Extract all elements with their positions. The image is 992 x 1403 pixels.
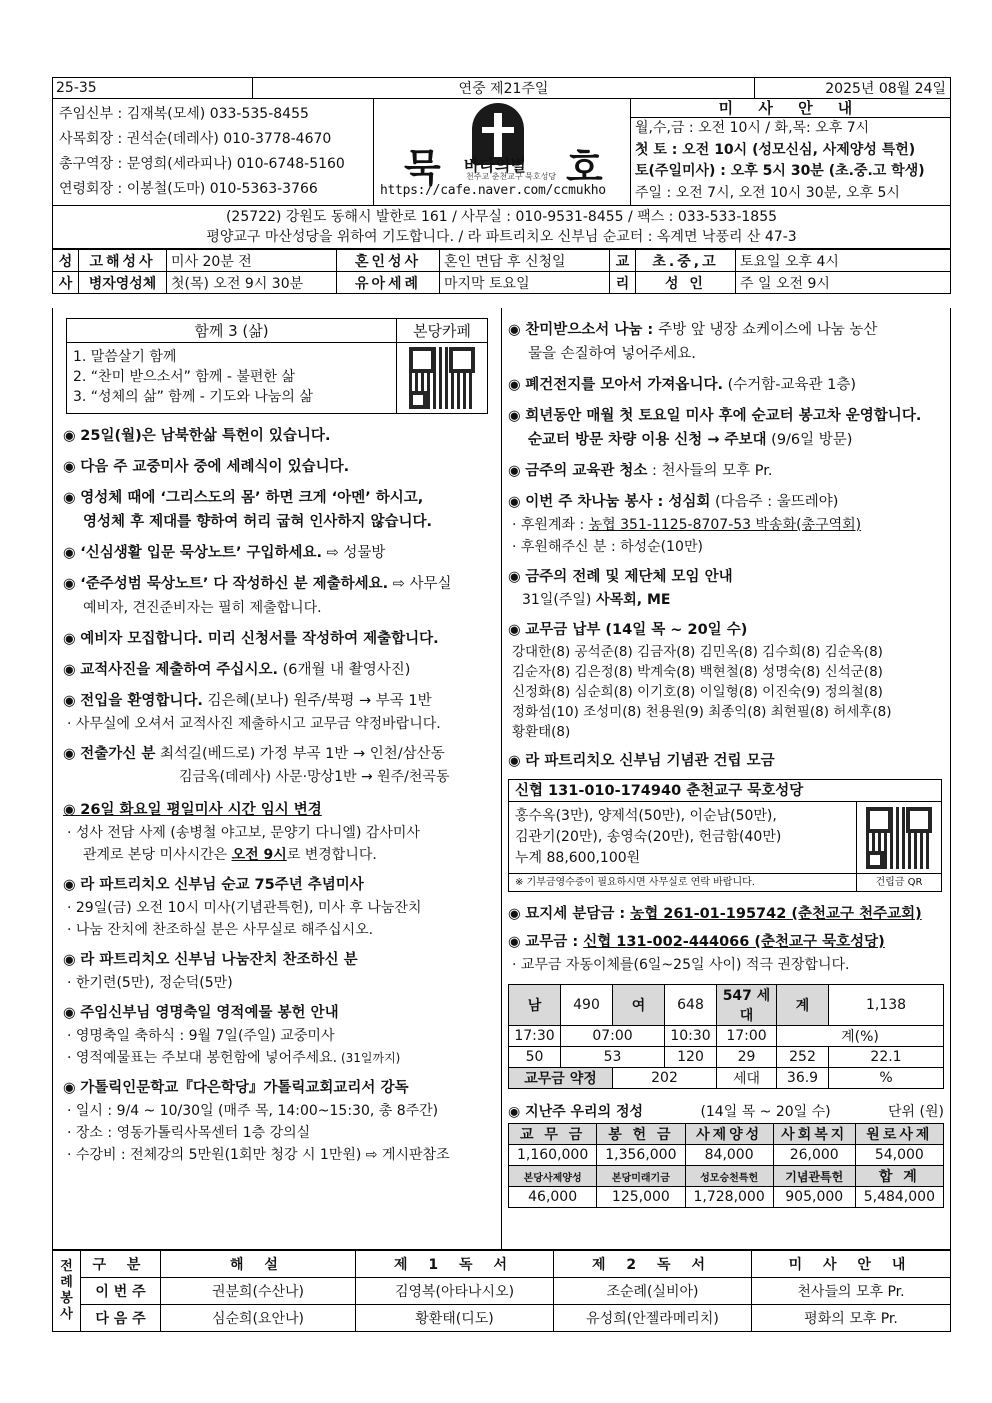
table-row: 이 번 주 권분희(수산나) 김영복(아타나시오) 조순례(실비아) 천사들의 모후 Pr. xyxy=(53,1278,951,1305)
bulletin-header xyxy=(52,77,951,99)
notice-item: ◉ 가톨릭인문학교『다은학당』가톨릭교회교리서 강독 · 일시 : 9/4 ~ 10/30일 (매주 목, 14:00~15:30, 총 8주간) · 장소 : 영동가톨릭사목센터 1층 강의실 · 수강비 : 전체강의 5만원(1회만 청강 시 1만원) ⇨ 게시판참조 xyxy=(63,1076,493,1166)
notice-item: ◉ 이번 주 차나눔 봉사 : 성심회 (다음주 : 울뜨레야) · 후원계좌 : 농협 351-1125-8707-53 박송화(총구역회) · 후원해주신 분 : 하성순(10만) xyxy=(508,490,944,558)
fund-account: 신협 131-010-174940 춘천교구 묵호성당 xyxy=(515,783,804,799)
notice-item: ◉ 희년동안 매월 첫 토요일 미사 후에 순교터 봉고차 운영합니다. 순교터 방문 차량 이용 신청 → 주보대 (9/6일 방문) xyxy=(508,404,944,452)
table-cell: 성 인 xyxy=(636,272,736,294)
table-row: 전 례 봉 사 구 분 해 설 제 1 독 서 제 2 독 서 미 사 안 내 xyxy=(53,1251,951,1278)
list-item: 3. “성체의 삶” 함께 - 기도와 나눔의 삶 xyxy=(73,389,313,405)
notice-item: ◉ 폐건전지를 모아서 가져옵니다. (수거함-교육관 1층) xyxy=(508,373,944,397)
notice-item: ◉ 라 파트리치오 신부님 기념관 건립 모금 xyxy=(508,749,944,773)
cafe-qr-icon[interactable] xyxy=(409,347,475,409)
notice-item: ◉ 묘지세 분담금 : 농협 261-01-195742 (춘천교구 천주교회) xyxy=(508,902,944,926)
table-row: 교무금 약정 202 세대 36.9 % xyxy=(509,1068,944,1089)
attendance-table xyxy=(508,984,944,1089)
table-cell: 토요일 오후 4시 xyxy=(736,250,951,272)
offering-heading: ◉ 지난주 우리의 정성 (14일 목 ~ 20일 수) 단위 (원) xyxy=(508,1104,944,1120)
table-row: 본당사제양성 본당미래기금 성모승천특헌 기념관특헌 합 계 xyxy=(509,1166,944,1187)
fund-qr-icon[interactable] xyxy=(866,807,932,869)
liturgy-table xyxy=(52,1250,951,1332)
donor-line: 홍수옥(3만), 양제석(50만), 이순남(50만), xyxy=(515,808,777,824)
table-row xyxy=(53,250,951,272)
table-row xyxy=(53,272,951,294)
table-cell: 첫(목) 오전 9시 30분 xyxy=(167,272,337,294)
table-cell: 주 일 오전 9시 xyxy=(736,272,951,294)
table-cell: 고해성사 xyxy=(79,250,167,272)
notice-item: ◉ 금주의 전례 및 제단체 모임 안내 31일(주일) 사목회, ME xyxy=(508,565,944,611)
table-cell: 혼인성사 xyxy=(337,250,440,272)
mass-schedule xyxy=(631,99,950,205)
list-item: 1. 말씀살기 함께 xyxy=(73,349,177,365)
donor-line: 김관기(20만), 송영숙(20만), 헌금함(40만) xyxy=(515,829,782,845)
side-label: 사 xyxy=(53,272,79,294)
mass-schedule-title: 미 사 안 내 xyxy=(631,99,950,118)
liturgical-title: 연중 제21주일 xyxy=(253,78,755,98)
table-cell: 병자영성체 xyxy=(79,272,167,294)
address-block xyxy=(52,206,951,249)
notice-item: ◉ ‘신심생활 입문 묵상노트’ 구입하세요. ⇨ 성물방 xyxy=(63,541,493,565)
table-row: 교 무 금 봉 헌 금 사제양성 사회복지 원로사제 xyxy=(509,1124,944,1145)
notice-item: ◉ 금주의 교육관 청소 : 천사들의 모후 Pr. xyxy=(508,459,944,483)
logo-right-char: 호 xyxy=(566,146,603,190)
notice-item: ◉ 주임신부님 영명축일 영적예물 봉헌 안내 · 영명축일 축하식 : 9월 7일(주일) 교중미사 · 영적예물표는 주보대 봉헌함에 넣어주세요. (31일까지) xyxy=(63,1001,493,1069)
prayer-line: 평양교구 마산성당을 위하여 기도합니다. / 라 파트리치오 신부님 순교터 : 옥계면 낙풍리 산 47-3 xyxy=(206,229,797,245)
liturgy-side-label: 전 례 봉 사 xyxy=(53,1251,81,1332)
table-cell: 혼인 면담 후 신청일 xyxy=(440,250,610,272)
qr-label: 건립금 QR xyxy=(875,877,923,888)
side-label: 교 xyxy=(610,250,636,272)
cafe-label: 본당카페 xyxy=(413,322,471,340)
address-line: (25722) 강원도 동해시 발한로 161 / 사무실 : 010-9531-8455 / 팩스 : 033-533-1855 xyxy=(225,209,778,225)
contact-council: 사목회장 : 권석순(데레사) 010-3778-4670 xyxy=(59,131,332,147)
offering-table xyxy=(508,1123,944,1208)
logo-left-char: 묵 xyxy=(404,146,441,190)
cafe-url[interactable]: https://cafe.naver.com/ccmukho xyxy=(380,183,606,198)
notice-item: ◉ 라 파트리치오 신부님 나눔잔치 찬조하신 분 · 한기련(5만), 정순덕(5만) xyxy=(63,948,493,994)
contact-list xyxy=(53,99,374,205)
together-title: 함께 3 (삶) xyxy=(67,319,397,342)
together-box xyxy=(66,318,488,414)
table-row: 1,160,000 1,356,000 84,000 26,000 54,000 xyxy=(509,1145,944,1166)
notice-item: ◉ 전입을 환영합니다. 김은혜(보나) 원주/북평 → 부곡 1반 · 사무실에 오셔서 교적사진 제출하시고 교무금 약정바랍니다. xyxy=(63,689,493,735)
parish-logo xyxy=(374,99,631,205)
issue-date: 2025년 08월 24일 xyxy=(825,81,946,97)
notice-item: ◉ 찬미받으소서 나눔 : 주방 앞 냉장 쇼케이스에 나눔 농산 물을 손질하여 넣어주세요. xyxy=(508,318,944,366)
notice-item: ◉ 교무금 납부 (14일 목 ~ 20일 수) 강대한(8) 공석준(8) 김금자(8) 김민옥(8) 김수희(8) 김순옥(8) 김순자(8) 김은정(8) 박계숙(8) 백현철(8) 성명숙(8) 신석군(8) 신정화(8) 심순희(8) 이기호(8) 이일형(8) 이진숙(9) 정의철(8) 정화섬(10) 조성미(8) 천용원(9) 최종익(8) 최현필(8) 허세후(8) 황환태(8) xyxy=(508,618,944,742)
table-row: 46,000 125,000 1,728,000 905,000 5,484,000 xyxy=(509,1187,944,1208)
mass-saturday: 토(주일미사) : 오후 5시 30분 (초.중.고 학생) xyxy=(635,163,925,179)
list-item: 2. “찬미 받으소서” 함께 - 불편한 삶 xyxy=(73,369,295,385)
mass-first-saturday: 첫 토 : 오전 10시 (성모신심, 사제양성 특헌) xyxy=(635,141,916,158)
side-label: 리 xyxy=(610,272,636,294)
table-cell: 초.중,고 xyxy=(636,250,736,272)
masthead xyxy=(52,99,951,206)
table-row: 17:30 07:00 10:30 17:00 계(%) xyxy=(509,1026,944,1047)
mass-weekday: 월,수,금 : 오전 10시 / 화,목: 오후 7시 xyxy=(635,120,870,136)
contact-district: 총구역장 : 문영희(세라피나) 010-6748-5160 xyxy=(59,156,345,172)
notice-item: ◉ ‘준주성범 묵상노트’ 다 작성하신 분 제출하세요. ⇨ 사무실 예비자, 견진준비자는 필히 제출합니다. xyxy=(63,572,493,620)
mass-sunday: 주일 : 오전 7시, 오전 10시 30분, 오후 5시 xyxy=(635,184,900,201)
table-row: 남 490 여 648 547 세대 계 1,138 xyxy=(509,985,944,1026)
notice-item: ◉ 26일 화요일 평일미사 시간 임시 변경 · 성사 전담 사제 (송병철 야고보, 문양기 다니엘) 감사미사 관계로 본당 미사시간은 오전 9시로 변경합니다. xyxy=(63,798,493,866)
logo-name: 바다의별 xyxy=(464,156,526,175)
sacrament-table xyxy=(52,249,951,294)
issue-number: 25-35 xyxy=(53,78,253,98)
contact-pastor: 주임신부 : 김재복(모세) 033-535-8455 xyxy=(59,106,309,122)
table-cell: 유아세례 xyxy=(337,272,440,294)
table-cell: 마지막 토요일 xyxy=(440,272,610,294)
table-cell: 미사 20분 전 xyxy=(167,250,337,272)
notice-item: ◉ 전출가신 분 최석길(베드로) 가정 부곡 1반 → 인천/삼산동 김금옥(데레사) 사문·망상1반 → 원주/천곡동 xyxy=(63,742,493,788)
notice-item: ◉ 교무금 : 신협 131-002-444066 (춘천교구 묵호성당) · 교무금 자동이체를(6일~25일 사이) 적극 권장합니다. xyxy=(508,930,944,976)
table-row: 50 53 120 29 252 22.1 xyxy=(509,1047,944,1068)
fund-total: 누계 88,600,100원 xyxy=(515,850,641,866)
receipt-note: ※ 기부금영수증이 필요하시면 사무실로 연락 바랍니다. xyxy=(509,874,857,891)
notice-item: ◉ 교적사진을 제출하여 주십시오. (6개월 내 촬영사진) xyxy=(63,658,493,682)
notice-item: ◉ 25일(월)은 남북한삶 특헌이 있습니다. xyxy=(63,424,493,448)
building-fund-box xyxy=(508,779,942,892)
right-column xyxy=(502,308,950,1249)
notice-item: ◉ 다음 주 교중미사 중에 세례식이 있습니다. xyxy=(63,455,493,479)
notice-item: ◉ 영성체 때에 ‘그리스도의 몸’ 하면 크게 ‘아멘’ 하시고, 영성체 후 제대를 향하여 허리 굽혀 인사하지 않습니다. xyxy=(63,486,493,534)
notice-item: ◉ 예비자 모집합니다. 미리 신청서를 작성하여 제출합니다. xyxy=(63,627,493,651)
contact-funeral: 연령회장 : 이봉철(도마) 010-5363-3766 xyxy=(59,181,318,197)
main-content xyxy=(52,308,951,1250)
table-row: 다 음 주 심순희(요안나) 황환태(디도) 유성희(안젤라메리치) 평화의 모후 Pr. xyxy=(53,1305,951,1332)
notice-item: ◉ 라 파트리치오 신부님 순교 75주년 추념미사 · 29일(금) 오전 10시 미사(기념관특헌), 미사 후 나눔잔치 · 나눔 잔치에 찬조하실 분은 사무실로 해주십시오. xyxy=(63,873,493,941)
logo-sub: 천주교 춘천교구 묵호성당 xyxy=(466,172,557,181)
left-column xyxy=(53,308,502,1249)
side-label: 성 xyxy=(53,250,79,272)
